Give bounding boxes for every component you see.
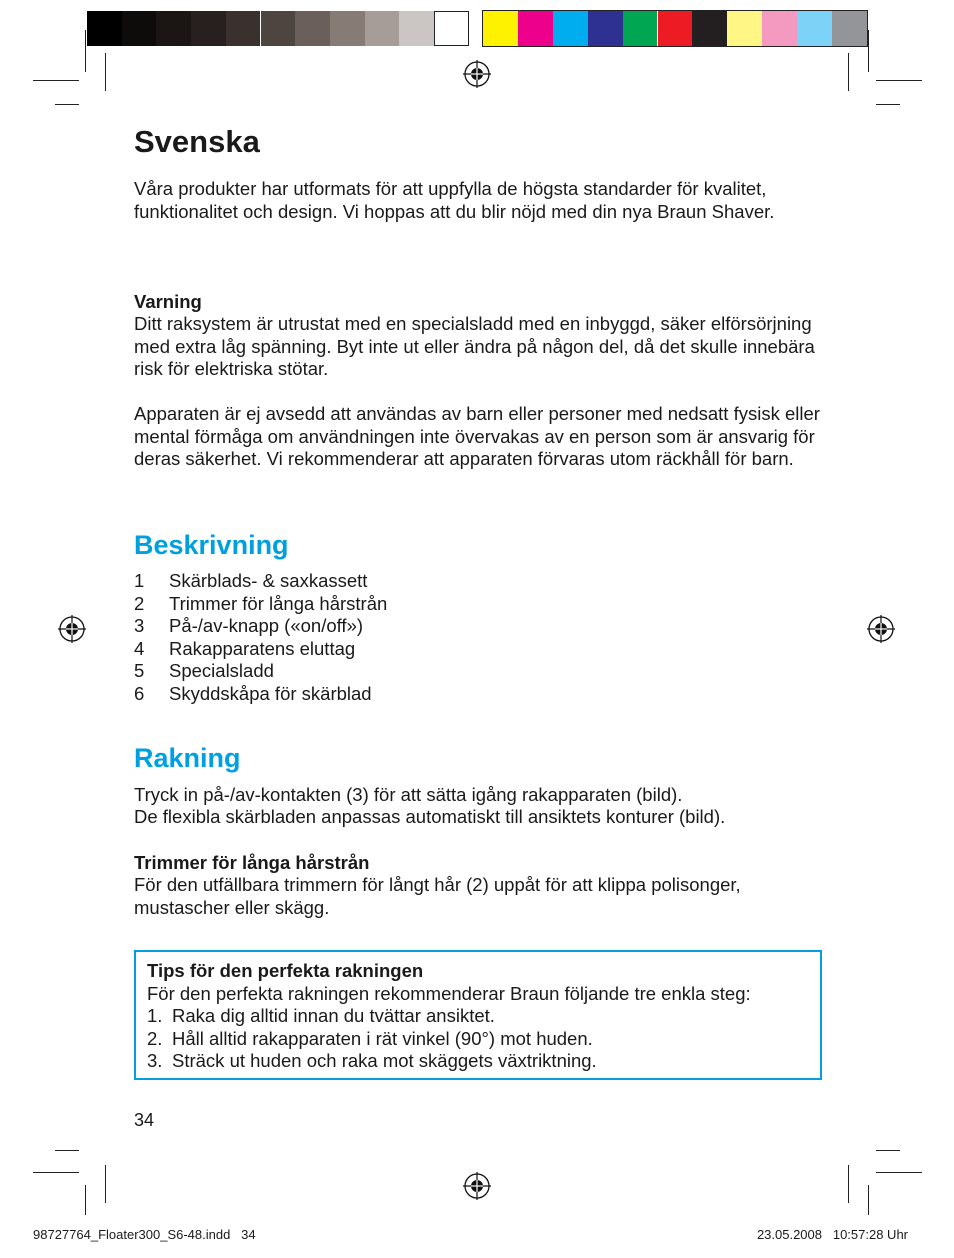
crop-mark	[876, 104, 900, 105]
step-number: 1.	[147, 1005, 163, 1026]
crop-mark	[85, 1185, 86, 1215]
trimmer-text: För den utfällbara trimmern för långt hår (2) uppåt för att klippa polisonger, mustascher eller skägg.	[134, 874, 741, 918]
list-item	[134, 683, 387, 706]
registration-mark-icon	[867, 615, 895, 643]
list-item	[147, 1028, 809, 1051]
list-item-label: Skyddskåpa för skärblad	[169, 682, 372, 704]
tips-box	[134, 950, 822, 1080]
list-item	[134, 615, 387, 638]
list-item-label: Specialsladd	[169, 660, 274, 681]
page-number: 34	[134, 1110, 155, 1130]
step-number: 2.	[147, 1027, 163, 1049]
list-item	[147, 1050, 809, 1073]
color-swatch	[365, 11, 400, 46]
color-swatch	[87, 11, 122, 46]
crop-mark	[33, 1172, 79, 1173]
crop-mark	[33, 80, 79, 81]
crop-mark	[876, 80, 922, 81]
crop-mark	[868, 30, 869, 72]
crop-mark	[848, 1165, 849, 1203]
list-item-number: 4	[134, 637, 145, 659]
list-item-number: 6	[134, 682, 145, 704]
crop-mark	[105, 53, 106, 91]
warning-text-children: Apparaten är ej avsedd att användas av barn eller personer med nedsatt fysisk eller mental förmåga om användningen inte övervakas av en person som är ansvarig för deras säkerhet. Vi rekommenderar att apparaten förvaras utom räckhåll för barn.	[134, 403, 820, 469]
section-heading-description: Beskrivning	[134, 530, 289, 560]
page-title: Svenska	[134, 124, 260, 159]
color-swatch	[434, 11, 469, 46]
color-swatch	[295, 11, 330, 46]
registration-mark-icon	[58, 615, 86, 643]
color-swatch	[226, 11, 261, 46]
list-item	[134, 570, 387, 593]
crop-mark	[105, 1165, 106, 1203]
tips-heading: Tips för den perfekta rakningen	[147, 960, 424, 981]
list-item	[134, 638, 387, 661]
list-item-number: 3	[134, 615, 145, 636]
crop-mark	[876, 1150, 900, 1151]
list-item-number: 2	[134, 592, 145, 614]
list-item	[134, 593, 387, 616]
crop-mark	[55, 104, 79, 105]
tips-intro: För den perfekta rakningen rekommenderar Braun följande tre enkla steg:	[147, 982, 751, 1004]
shaving-text-line1: Tryck in på-/av-kontakten (3) för att sätta igång rakapparaten (bild).	[134, 784, 683, 805]
tips-steps	[147, 1005, 809, 1073]
color-swatch	[156, 11, 191, 46]
color-bar-frame	[482, 10, 868, 47]
crop-mark	[848, 53, 849, 91]
list-item	[134, 660, 387, 683]
color-swatch	[330, 11, 365, 46]
color-swatch	[191, 11, 226, 46]
step-text: Sträck ut huden och raka mot skäggets växtriktning.	[172, 1050, 597, 1071]
color-swatch	[261, 11, 296, 46]
parts-list	[134, 570, 387, 705]
list-item-label: Trimmer för långa hårstrån	[169, 592, 388, 614]
warning-text: Ditt raksystem är utrustat med en specialsladd med en inbyggd, säker elförsörjning med extra låg spänning. Byt inte ut eller ändra på någon del, då det skulle innebära risk för elektriska stötar.	[134, 313, 815, 379]
crop-mark	[85, 30, 86, 72]
crop-mark	[55, 1150, 79, 1151]
registration-mark-icon	[463, 1172, 491, 1200]
list-item-label: På-/av-knapp («on/off»)	[169, 615, 364, 636]
registration-mark-icon	[463, 60, 491, 88]
color-swatch	[399, 11, 434, 46]
color-swatch	[122, 11, 157, 46]
footer-timestamp: 23.05.2008 10:57:28 Uhr	[756, 1227, 908, 1242]
intro-paragraph: Våra produkter har utformats för att uppfylla de högsta standarder för kvalitet, funktionalitet och design. Vi hoppas att du blir nöjd med din nya Braun Shaver.	[134, 178, 775, 222]
list-item-number: 5	[134, 660, 145, 681]
warning-heading: Varning	[134, 291, 202, 312]
step-text: Raka dig alltid innan du tvättar ansiktet.	[172, 1005, 495, 1026]
footer-filename: 98727764_Floater300_S6-48.indd 34	[33, 1227, 256, 1242]
list-item-label: Skärblads- & saxkassett	[169, 570, 368, 591]
list-item-number: 1	[134, 570, 145, 591]
section-heading-shaving: Rakning	[134, 743, 241, 773]
trimmer-heading: Trimmer för långa hårstrån	[134, 852, 370, 873]
step-number: 3.	[147, 1050, 163, 1071]
crop-mark	[876, 1172, 922, 1173]
list-item-label: Rakapparatens eluttag	[169, 637, 356, 659]
list-item	[147, 1005, 809, 1028]
crop-mark	[868, 1185, 869, 1215]
step-text: Håll alltid rakapparaten i rät vinkel (90°) mot huden.	[172, 1027, 593, 1049]
shaving-text-line2: De flexibla skärbladen anpassas automatiskt till ansiktets konturer (bild).	[134, 806, 726, 827]
